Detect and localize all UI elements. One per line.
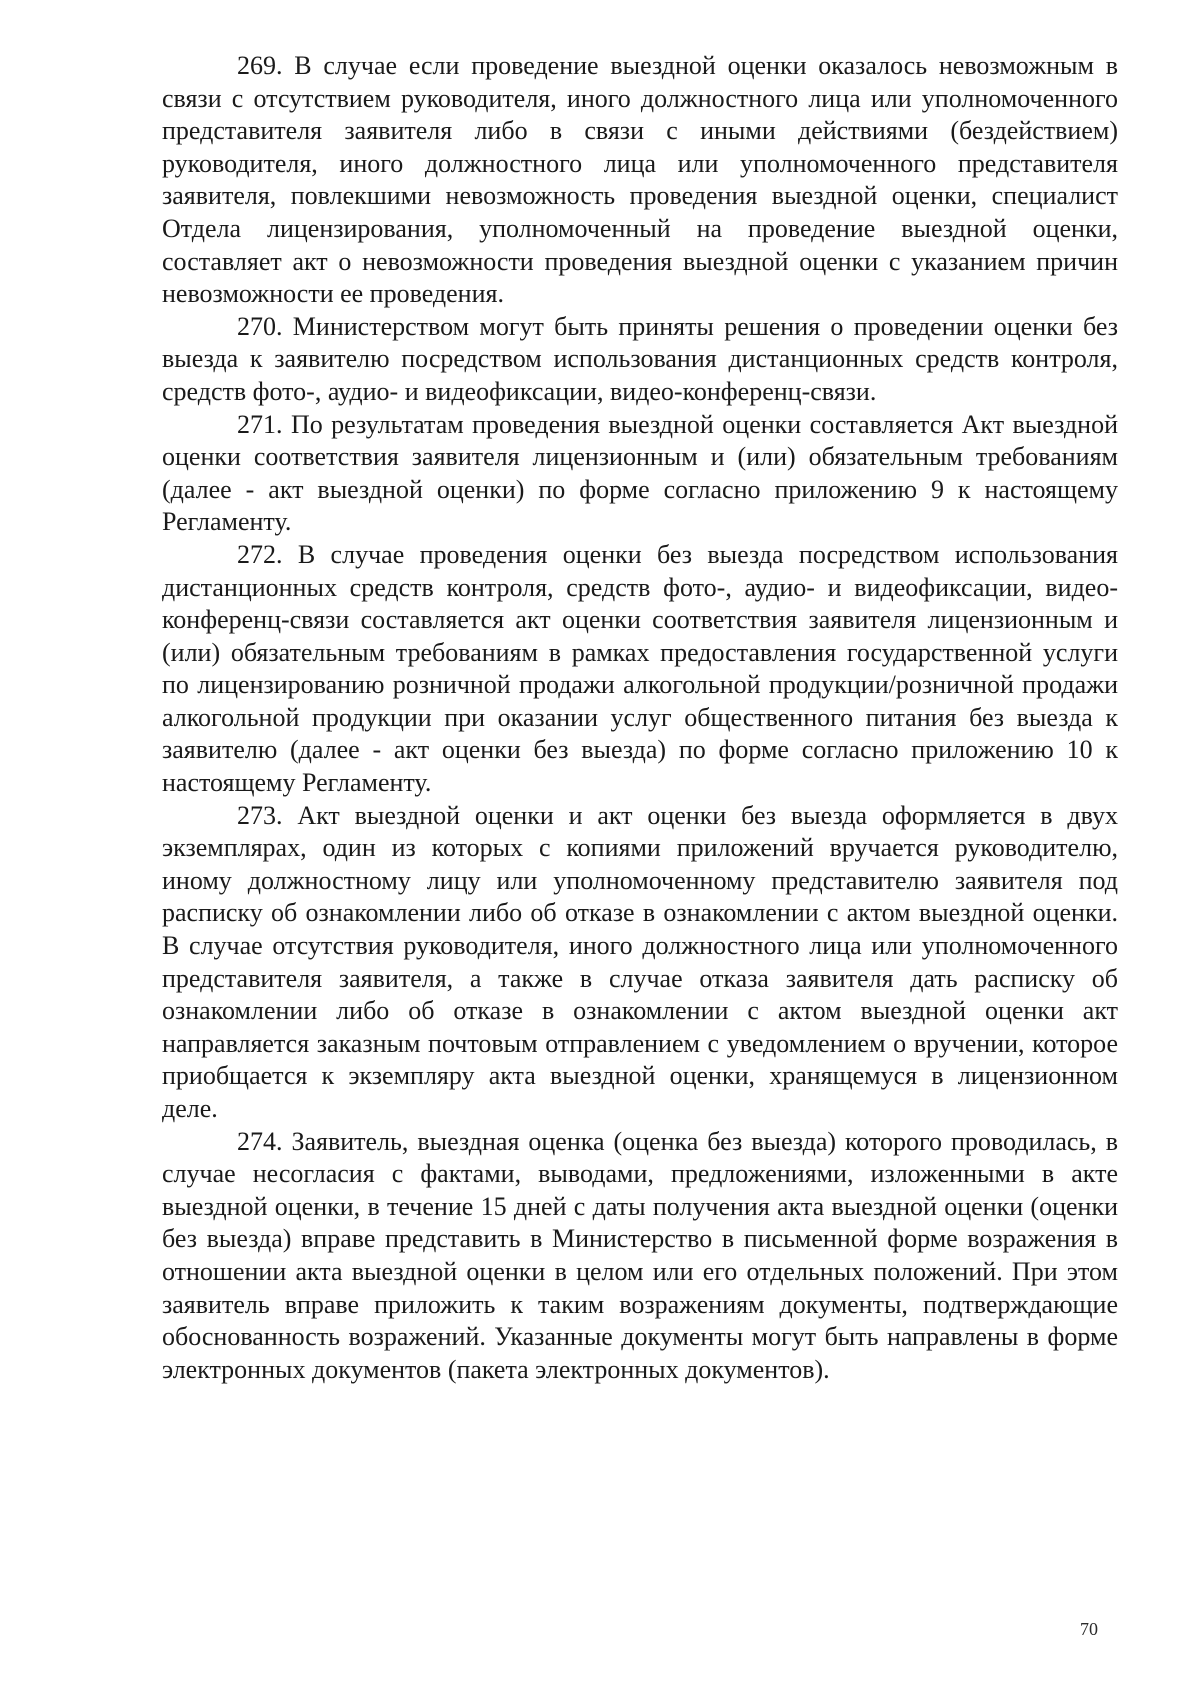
document-body xyxy=(162,50,1118,1386)
paragraph-273: 273. Акт выездной оценки и акт оценки без выезда оформляется в двух экземплярах, один из которых с копиями приложений вручается руководителю, иному должностному лицу или уполномоченному представителю заявителя под расписку об ознакомлении либо об отказе в ознакомлении с актом выездной оценки. В случае отсутствия руководителя, иного должностного лица или уполномоченного представителя заявителя, а также в случае отказа заявителя дать расписку об ознакомлении либо об отказе в ознакомлении с актом выездной оценки акт направляется заказным почтовым отправлением с уведомлением о вручении, которое приобщается к экземпляру акта выездной оценки, хранящемуся в лицензионном деле. xyxy=(162,800,1118,1123)
paragraph-272: 272. В случае проведения оценки без выезда посредством использования дистанционных средств контроля, средств фото-, аудио- и видеофиксации, видео-конференц-связи составляется акт оценки соответствия заявителя лицензионным и (или) обязательным требованиям в рамках предоставления государственной услуги по лицензированию розничной продажи алкогольной продукции/розничной продажи алкогольной продукции при оказании услуг общественного питания без выезда к заявителю (далее - акт оценки без выезда) по форме согласно приложению 10 к настоящему Регламенту. xyxy=(162,539,1118,798)
paragraph-270: 270. Министерством могут быть приняты решения о проведении оценки без выезда к заявителю посредством использования дистанционных средств контроля, средств фото-, аудио- и видеофиксации, видео-конференц-связи. xyxy=(162,311,1118,406)
paragraph-269: 269. В случае если проведение выездной оценки оказалось невозможным в связи с отсутствием руководителя, иного должностного лица или уполномоченного представителя заявителя либо в связи с иными действиями (бездействием) руководителя, иного должностного лица или уполномоченного представителя заявителя, повлекшими невозможность проведения выездной оценки, специалист Отдела лицензирования, уполномоченный на проведение выездной оценки, составляет акт о невозможности проведения выездной оценки с указанием причин невозможности ее проведения. xyxy=(162,51,1118,309)
page-number: 70 xyxy=(1080,1619,1098,1639)
paragraph-271: 271. По результатам проведения выездной оценки составляется Акт выездной оценки соответствия заявителя лицензионным и (или) обязательным требованиям (далее - акт выездной оценки) по форме согласно приложению 9 к настоящему Регламенту. xyxy=(162,409,1118,537)
paragraph-274: 274. Заявитель, выездная оценка (оценка без выезда) которого проводилась, в случае несогласия с фактами, выводами, предложениями, изложенными в акте выездной оценки, в течение 15 дней с даты получения акта выездной оценки (оценки без выезда) вправе представить в Министерство в письменной форме возражения в отношении акта выездной оценки в целом или его отдельных положений. При этом заявитель вправе приложить к таким возражениям документы, подтверждающие обоснованность возражений. Указанные документы могут быть направлены в форме электронных документов (пакета электронных документов). xyxy=(162,1126,1118,1384)
